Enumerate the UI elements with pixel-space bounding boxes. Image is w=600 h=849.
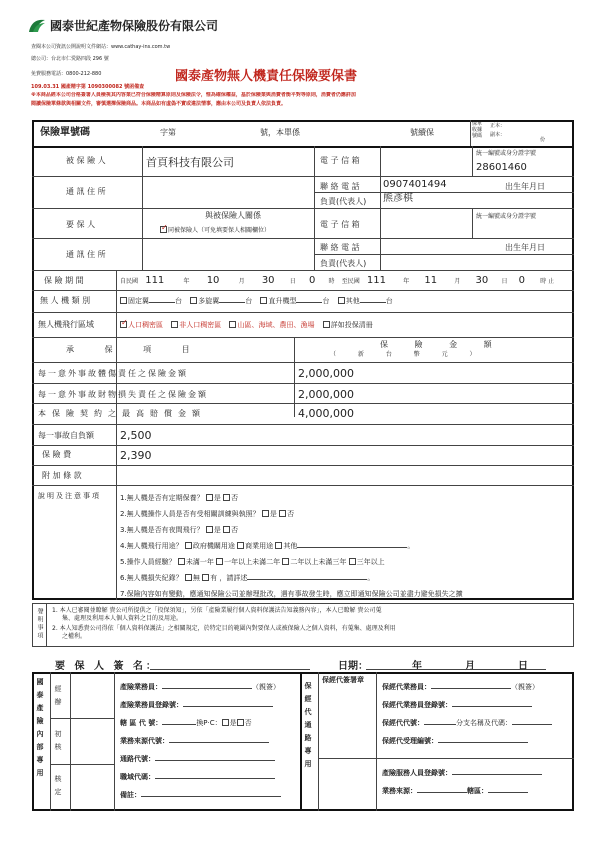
q5-opt3-label: 二年以上未滿三年	[290, 558, 347, 566]
area-dense-checkbox[interactable]	[120, 321, 127, 328]
drone-multirotor-label: 多旋翼	[198, 297, 220, 305]
policy-no-renewal: 號續保	[410, 128, 434, 137]
insured-rep-value: 熊彥棋	[383, 193, 413, 204]
flight-area-label: 無人機飛行區域	[38, 320, 94, 329]
q2-no-checkbox[interactable]	[279, 510, 286, 517]
field-source-region	[382, 782, 542, 800]
drone-unit: 台	[245, 297, 253, 305]
form-reference: 109.03.31 國產精字第 1090300082 號函備查	[31, 84, 145, 90]
period-to-day-unit: 日	[501, 278, 508, 285]
field-channel-code	[120, 750, 281, 768]
coverage-item-header: 承 保 項 目	[66, 345, 204, 354]
internal-fields	[120, 678, 281, 804]
field-agent-person	[382, 678, 552, 696]
note-q1-text: 1.無人機是否有定期保養？	[120, 494, 204, 502]
period-from-month: 10	[206, 275, 220, 286]
period-from-month-unit: 月	[238, 278, 245, 285]
same-as-insured-text: 同被保險人（可免填要保人相關欄位）	[168, 227, 271, 234]
insured-uid-label: 統一編號或身分證字號	[476, 150, 537, 157]
internal-row-review: 初核	[54, 730, 62, 756]
drone-fixed-wing-checkbox[interactable]	[120, 297, 127, 304]
remark-label: 備註：	[120, 791, 141, 799]
field-sales-reg	[120, 696, 281, 714]
applicant-relation-label: 與被保險人關係	[205, 211, 261, 220]
yes-label: 是	[269, 510, 277, 518]
agent-fields	[382, 678, 552, 750]
q5-opt2-checkbox[interactable]	[216, 558, 223, 565]
property-damage-amount: 2,000,000	[298, 388, 354, 401]
field-source-code	[120, 732, 281, 750]
agent-acct-label: 保經代受理編號：	[382, 737, 438, 745]
period-to-hour: 0	[518, 275, 526, 286]
note-q7	[120, 586, 570, 602]
q4-gov-label: 政府機關用途	[192, 542, 235, 550]
coverage-amount-header: 保 險 金 額	[380, 340, 504, 349]
district-label: 轄 區 代 號：	[120, 719, 163, 727]
note-q4: 4.無人機飛行用途？ 政府機關用途 商業用途 其他 。	[120, 542, 415, 550]
bodily-injury-amount: 2,000,000	[298, 367, 354, 380]
region-label: 轄區：	[467, 787, 488, 795]
drone-other-checkbox[interactable]	[338, 297, 345, 304]
applicant-uid-label: 統一編號或身分證字號	[476, 213, 537, 220]
field-service-reg	[382, 764, 542, 782]
pc-label: 換P‧C：	[196, 719, 222, 727]
agent-branch-label: 分支名稱及代碼：	[456, 719, 512, 727]
period-from-hour: 0	[308, 275, 316, 286]
date-year-label: 年	[412, 661, 422, 672]
sales-person-label: 產險業務員：	[120, 683, 162, 691]
form-notice-line2: 閱讀保險單條款與相關文件，審慎選擇保險商品。本商品如有虛偽不實或違法情事，應由本公司及負責人依法負責。	[31, 101, 287, 107]
insured-dob-label: 出生年月日	[505, 182, 545, 191]
q6-no-label: 無	[192, 574, 200, 582]
applicant-rep-label: 負責(代表人)	[320, 259, 367, 268]
agent-reg-label: 保經代業務員登錄號：	[382, 701, 452, 709]
q6-yes-checkbox[interactable]	[202, 574, 209, 581]
deductible-amount: 2,500	[120, 429, 152, 442]
additional-clauses-label: 附 加 條 款	[42, 471, 82, 480]
sales-sign-note: （親簽）	[252, 683, 280, 691]
area-list-checkbox[interactable]	[323, 321, 330, 328]
channel-code-label: 通路代號：	[120, 755, 155, 763]
area-dense-label: 人口稠密區	[128, 321, 163, 329]
period-from-day: 30	[261, 275, 275, 286]
service-reg-label: 產險服務人員登錄號：	[382, 769, 452, 777]
yes-label: 是	[213, 494, 221, 502]
insured-label: 被 保 險 人	[66, 156, 106, 165]
q5-opt1-label: 未滿一年	[185, 558, 214, 566]
q4-commercial-checkbox[interactable]	[237, 542, 244, 549]
max-compensation-amount: 4,000,000	[298, 407, 354, 420]
applicant-label: 要 保 人	[66, 220, 96, 229]
policy-original-label: 正本：	[490, 123, 506, 129]
source-label: 業務來源：	[382, 787, 417, 795]
period-row	[120, 275, 554, 287]
date-label: 日期：	[338, 661, 368, 672]
note-q4-text: 4.無人機飛行用途？	[120, 542, 183, 550]
period-from-prefix: 自民國	[120, 278, 139, 285]
q2-yes-checkbox[interactable]	[262, 510, 269, 517]
q5-opt1-checkbox[interactable]	[178, 558, 185, 565]
q4-commercial-label: 商業用途	[245, 542, 274, 550]
yes-label: 是	[213, 526, 221, 534]
period-to-prefix: 至民國	[341, 278, 360, 285]
note-q5	[120, 554, 570, 570]
area-mountain-checkbox[interactable]	[229, 321, 236, 328]
drone-unit: 台	[322, 297, 330, 305]
insured-rep-label: 負責(代表人)	[320, 197, 367, 206]
signer-label: 要 保 人 簽 名：	[55, 661, 159, 672]
insured-email-label: 電 子 信 箱	[320, 156, 360, 165]
q4-gov-checkbox[interactable]	[185, 542, 192, 549]
signature-line[interactable]	[150, 669, 310, 670]
q3-yes-checkbox[interactable]	[206, 526, 213, 533]
field-remark	[120, 786, 281, 804]
note-q3-text: 3.無人機是否有夜間飛行？	[120, 526, 204, 534]
policy-no-zi: 字第	[160, 128, 176, 137]
q6-yes-label: 有 ，請詳述	[210, 574, 248, 582]
agent-signature-label: 保經代簽署章	[322, 676, 364, 684]
note-q6-text: 6.無人機損失紀錄？	[120, 574, 183, 582]
drone-type-options	[120, 297, 393, 305]
period-to-month: 11	[424, 275, 438, 286]
applicant-email-label: 電 子 信 箱	[320, 220, 360, 229]
bodily-injury-label: 每一意外事故體傷責任之保險金額	[38, 369, 188, 378]
declaration-line1b: 集、處理及利用本人個人資料之目的及用途。	[62, 615, 183, 622]
applicant-phone-label: 聯 絡 電 話	[320, 243, 360, 252]
note-q5-text: 5.操作人員經驗？	[120, 558, 176, 566]
policy-no-hao: 號，本單係	[260, 128, 300, 137]
drone-helicopter-label: 直升機型	[268, 297, 297, 305]
area-non-dense-checkbox[interactable]	[171, 321, 178, 328]
note-q2-text: 2.無人機操作人員是否有受相關訓練與執照？	[120, 510, 260, 518]
declaration-line1: 1. 本人已審閱並瞭解 貴公司所提供之「投保須知」，另依「產險業履行個人資料保護法告知義務內容」，本人已瞭解 貴公司蒐	[52, 607, 382, 614]
no-label: 否	[231, 494, 239, 502]
pc-yes-checkbox[interactable]	[222, 719, 229, 726]
max-compensation-label: 本保險契約之最高賠償金額	[38, 409, 206, 418]
pc-yes-label: 是	[229, 719, 237, 727]
policy-receipt-label: 保單收據號碼	[472, 121, 483, 139]
company-info-address: 總公司：台北市仁愛路四段 296 號	[31, 56, 109, 62]
sales-reg-label: 產險業務員登錄號：	[120, 701, 183, 709]
source-code-label: 業務來源代號：	[120, 737, 169, 745]
field-employee-id	[120, 768, 281, 786]
note-q7-text: 7.保險內容如有變動，應通知保險公司並辦理批改，遇有事故發生時，應立即通知保險公司並盡力避免損失之擴	[120, 590, 463, 598]
drone-unit: 台	[175, 297, 182, 305]
pc-no-checkbox[interactable]	[237, 719, 244, 726]
applicant-dob-label: 出生年月日	[505, 243, 545, 252]
note-q2	[120, 506, 570, 522]
insured-name: 首頁科技有限公司	[146, 156, 234, 169]
agent-code-label: 保經代代號：	[382, 719, 424, 727]
insured-phone-value: 0907401494	[383, 179, 447, 190]
field-agent-acct	[382, 732, 552, 750]
internal-side-label: 國泰產險內部專用	[36, 678, 44, 782]
date-day-label: 日	[518, 661, 528, 672]
note-q6: 6.無人機損失紀錄？ 無 有 ，請詳述 。	[120, 574, 375, 582]
drone-multirotor-checkbox[interactable]	[190, 297, 197, 304]
form-notice-line1: ※本商品經本公司合格簽署人員檢視其內容業已符合保險精算原則及保險法令，惟為確保權益，基於保險業與消費者衡平對等原則，消費者仍應詳加	[31, 92, 356, 98]
policy-no-label: 保險單號碼	[40, 127, 90, 138]
q4-other-label: 其他	[283, 542, 298, 550]
premium-amount: 2,390	[120, 449, 152, 462]
q5-opt3-checkbox[interactable]	[282, 558, 289, 565]
area-mountain-label: 山區、海域、農田、漁場	[237, 321, 315, 329]
form-title: 國泰產物無人機責任保險要保書	[175, 69, 358, 84]
declaration-line2b: 之權利。	[62, 633, 87, 640]
area-list-label: 詳如投保清冊	[330, 321, 373, 329]
insured-phone-label: 聯 絡 電 話	[320, 182, 360, 191]
period-from-day-unit: 日	[289, 278, 296, 285]
declaration-line2: 2. 本人知悉貴公司得依「個人資料保護法」之相關規定，於特定目的範圍內對要保人或被保險人之個人資料，有蒐集、處理及利用	[52, 625, 396, 632]
q6-no-checkbox[interactable]	[185, 574, 192, 581]
coverage-currency: （ 新 台 幣 元 ）	[330, 351, 486, 358]
same-as-insured-checkbox[interactable]	[160, 226, 167, 233]
applicant-address-label: 通 訊 住 所	[66, 250, 106, 259]
q5-opt2-label: 一年以上未滿二年	[224, 558, 281, 566]
insured-address-label: 通 訊 住 所	[66, 187, 106, 196]
q1-yes-checkbox[interactable]	[206, 494, 213, 501]
period-from-year-unit: 年	[183, 278, 190, 285]
note-q3	[120, 522, 570, 538]
policy-copy-label: 副本：	[490, 132, 506, 138]
period-to-hour-unit: 時 止	[540, 278, 555, 285]
note-q1	[120, 490, 570, 506]
no-label: 否	[231, 526, 239, 534]
period-to-day: 30	[475, 275, 489, 286]
q4-other-checkbox[interactable]	[275, 542, 282, 549]
field-agent-code	[382, 714, 552, 732]
policy-copies-unit: 份	[540, 137, 546, 143]
company-logo	[27, 17, 47, 35]
notes-list	[120, 490, 570, 602]
pc-no-label: 否	[244, 719, 252, 727]
insured-uid-value: 28601460	[476, 162, 527, 173]
q5-opt4-label: 三年以上	[356, 558, 385, 566]
agent-person-label: 保經代業務員：	[382, 683, 431, 691]
period-from-hour-unit: 時	[328, 278, 335, 285]
date-month-label: 月	[465, 661, 475, 672]
notes-label: 說明及注意事項	[38, 492, 101, 500]
drone-other-label: 其他	[345, 297, 360, 305]
period-to-year: 111	[366, 275, 386, 286]
declaration-label: 聲明事項	[36, 608, 43, 640]
agent-side-label: 保經代通路專用	[304, 682, 312, 773]
field-agent-reg	[382, 696, 552, 714]
period-label: 保 險 期 間	[44, 276, 84, 285]
applicant-same-as-insured[interactable]	[160, 226, 270, 235]
company-name: 國泰世紀產物保險股份有限公司	[50, 19, 219, 33]
period-from-year: 111	[145, 275, 165, 286]
company-info-website: 查閱本公司資訊公開說明文件網站：www.cathay-ins.com.tw	[31, 44, 171, 50]
property-damage-label: 每一意外事故財物損失責任之保險金額	[38, 390, 208, 399]
period-to-year-unit: 年	[403, 278, 410, 285]
agent-sign-note: （親簽）	[511, 683, 539, 691]
q5-opt4-checkbox[interactable]	[349, 558, 356, 565]
flight-area-options	[120, 321, 373, 329]
area-non-dense-label: 非人口稠密區	[179, 321, 222, 329]
q3-no-checkbox[interactable]	[223, 526, 230, 533]
employee-id-label: 職域代碼：	[120, 773, 155, 781]
agent-service-fields	[382, 764, 542, 800]
field-sales-person	[120, 678, 281, 696]
internal-row-handler: 經辦	[54, 685, 62, 711]
premium-label: 保 險 費	[42, 450, 72, 459]
drone-type-label: 無 人 機 類 別	[40, 296, 91, 305]
company-hotline: 免費服務電話：0800-212-880	[31, 71, 102, 77]
q1-no-checkbox[interactable]	[223, 494, 230, 501]
drone-helicopter-checkbox[interactable]	[260, 297, 267, 304]
field-district	[120, 714, 281, 732]
drone-fixed-wing-label: 固定翼	[128, 297, 149, 305]
no-label: 否	[287, 510, 295, 518]
deductible-label: 每一事故自負額	[38, 431, 94, 440]
period-to-month-unit: 月	[454, 278, 461, 285]
drone-unit: 台	[385, 297, 393, 305]
internal-row-approve: 核定	[54, 775, 62, 801]
